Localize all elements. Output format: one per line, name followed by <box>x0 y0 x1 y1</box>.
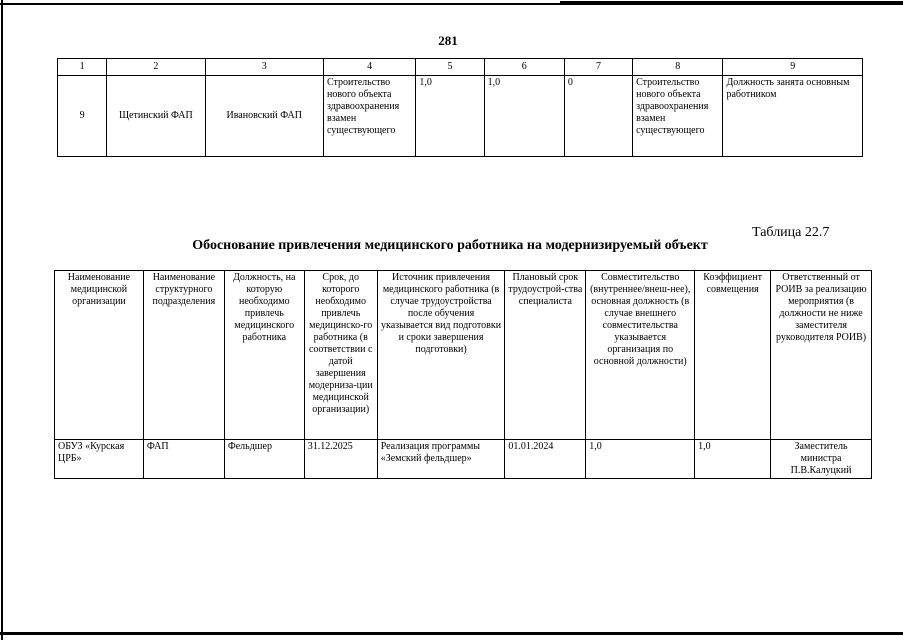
table-title: Обоснование привлечения медицинского работника на модернизируемый объект <box>192 238 708 253</box>
col-number: 4 <box>323 59 415 76</box>
fap-name: Щетинский ФАП <box>107 76 205 157</box>
cell-position-status: Должность занята основным работником <box>723 76 863 157</box>
col-number: 2 <box>107 59 205 76</box>
col-number: 9 <box>723 59 863 76</box>
scan-top-border-thick <box>560 1 903 4</box>
employment-date-cell: 01.01.2024 <box>505 440 586 479</box>
header-cell: Должность, на которую необходимо привлечь медицинского работника <box>224 271 304 440</box>
cell-construction: Строительство нового объекта здравоохранения взамен существующего <box>323 76 415 157</box>
cell-value: 0 <box>564 76 632 157</box>
header-cell: Ответственный от РОИВ за реализацию мероприятия (в должности не ниже заместителя руководителя РОИВ) <box>771 271 872 440</box>
department-cell: ФАП <box>143 440 224 479</box>
table-row <box>55 440 872 479</box>
page-number: 281 <box>438 33 458 48</box>
row-number: 9 <box>58 76 107 157</box>
deadline-cell: 31.12.2025 <box>304 440 377 479</box>
table-row <box>58 76 863 157</box>
header-cell: Совместительство (внутреннее/внеш-нее), основная должность (в случае внешнего совместительства указывается организация по основной должности) <box>586 271 695 440</box>
organization-cell: ОБУЗ «Курская ЦРБ» <box>55 440 144 479</box>
table-label: Таблица 22.7 <box>752 225 830 240</box>
responsible-cell: Заместитель министра П.В.Калуцкий <box>771 440 872 479</box>
cell-value: 1,0 <box>416 76 484 157</box>
header-cell: Наименование структурного подразделения <box>143 271 224 440</box>
combination-cell: 1,0 <box>586 440 695 479</box>
col-number: 5 <box>416 59 484 76</box>
col-number: 8 <box>633 59 723 76</box>
col-number: 1 <box>58 59 107 76</box>
header-cell: Срок, до которого необходимо привлечь медицинско-го работника (в соответствии с датой завершения модерниза-ции медицинской организации) <box>304 271 377 440</box>
col-number: 7 <box>564 59 632 76</box>
position-cell: Фельдшер <box>224 440 304 479</box>
header-cell: Наименование медицинской организации <box>55 271 144 440</box>
cell-value: 1,0 <box>484 76 564 157</box>
header-cell: Коэффициент совмещения <box>695 271 771 440</box>
col-number: 6 <box>484 59 564 76</box>
fap-name-2: Ивановский ФАП <box>205 76 323 157</box>
coefficient-cell: 1,0 <box>695 440 771 479</box>
scan-bottom-border <box>0 632 903 635</box>
column-number-row <box>58 59 863 76</box>
cell-construction-2: Строительство нового объекта здравоохранения взамен существующего <box>633 76 723 157</box>
table-header-row <box>55 271 872 440</box>
scan-left-border <box>1 0 3 640</box>
source-cell: Реализация программы «Земский фельдшер» <box>377 440 505 479</box>
staffing-table <box>54 270 872 479</box>
col-number: 3 <box>205 59 323 76</box>
header-cell: Плановый срок трудоустрой-ства специалиста <box>505 271 586 440</box>
continuation-table <box>57 58 863 157</box>
header-cell: Источник привлечения медицинского работника (в случае трудоустройства после обучения указывается вид подготовки и сроки завершения подготовки) <box>377 271 505 440</box>
